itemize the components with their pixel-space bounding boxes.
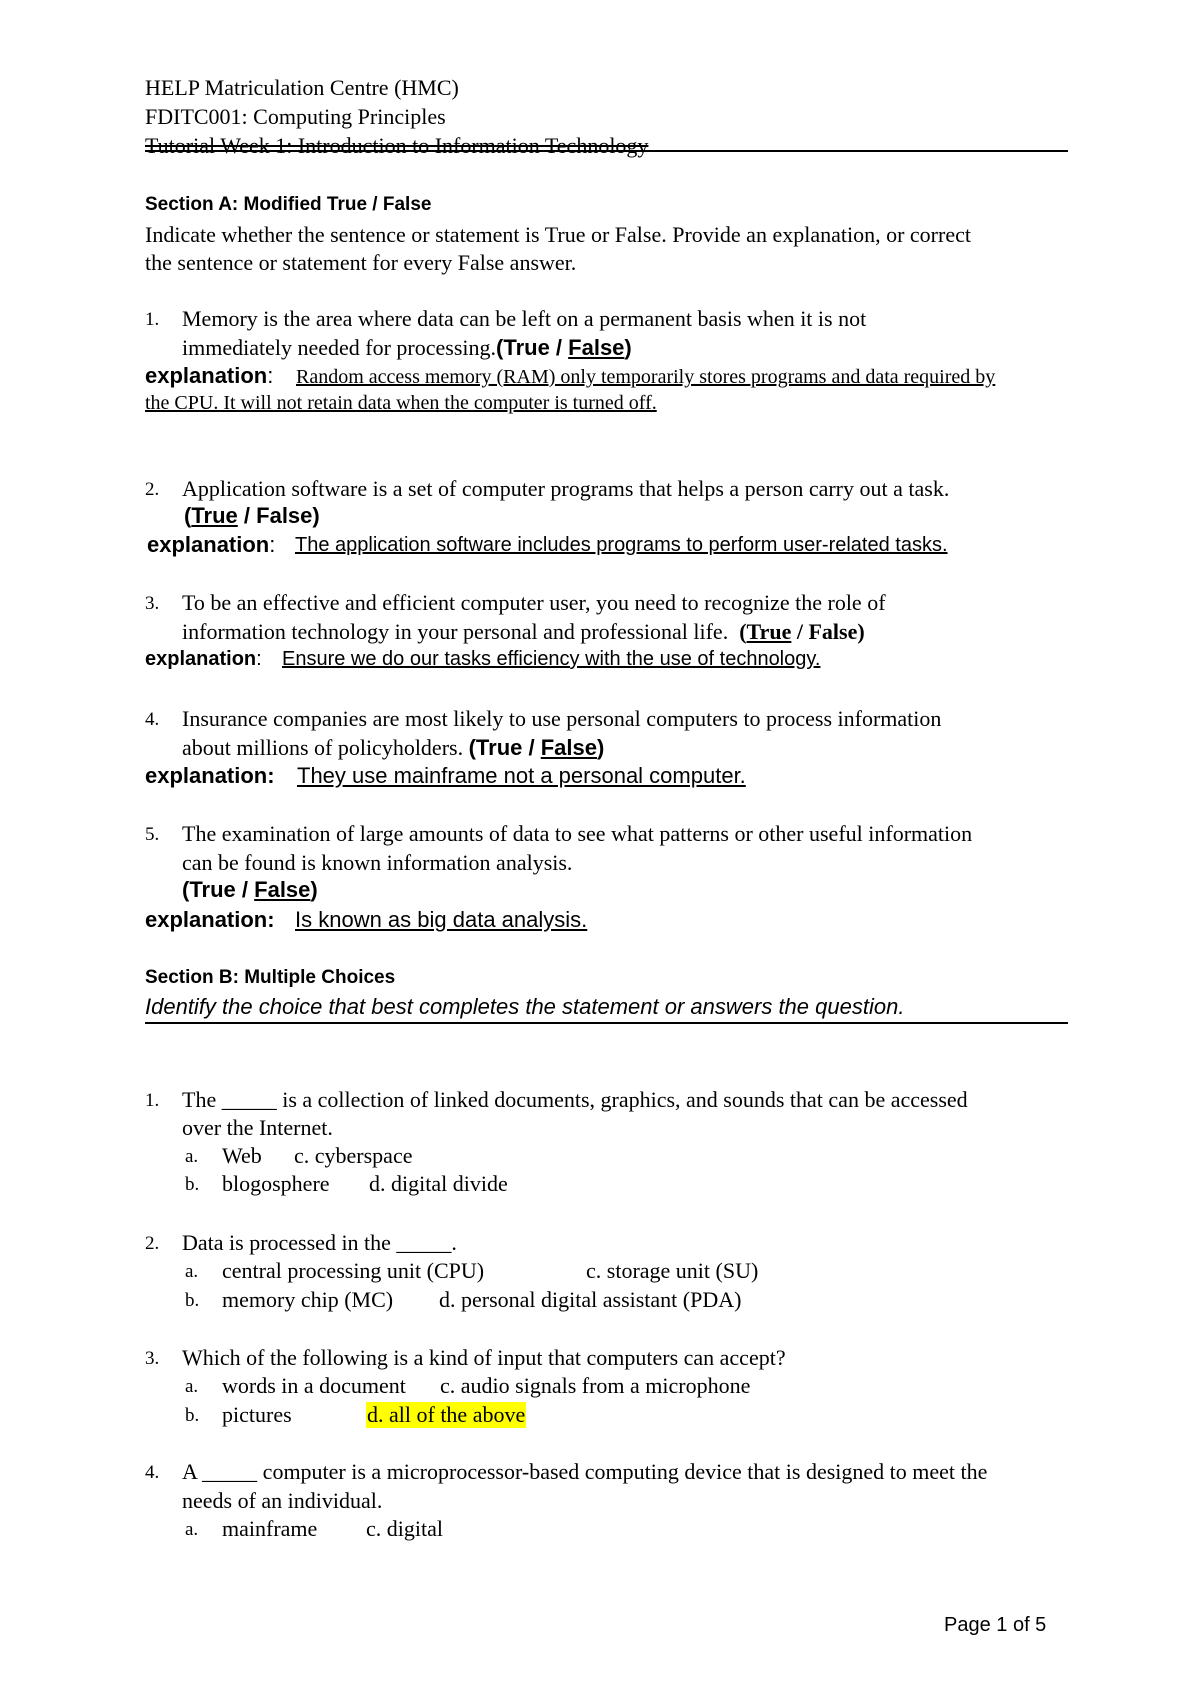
false-option-selected: False xyxy=(540,735,597,760)
section-b-instructions: Identify the choice that best completes the statement or answers the question. xyxy=(145,994,905,1019)
false-option: False xyxy=(808,619,858,644)
question-text: Memory is the area where data can be left on a permanent basis when it is not xyxy=(182,306,867,331)
explanation-text: They use mainframe not a personal computer. xyxy=(297,763,746,788)
question-text: Insurance companies are most likely to use personal computers to process information xyxy=(182,706,942,731)
question-number: 2. xyxy=(145,479,160,500)
option-c: c. digital xyxy=(366,1516,443,1541)
explanation-label: explanation: xyxy=(145,907,275,932)
option-b-label: b. xyxy=(185,1174,200,1195)
question-number: 5. xyxy=(145,824,160,845)
false-option: False xyxy=(256,503,313,528)
section-a-title: Section A: Modified True / False xyxy=(145,194,432,215)
true-option-selected: True xyxy=(746,619,792,644)
question-number: 2. xyxy=(145,1233,160,1254)
true-option: True xyxy=(189,877,236,902)
question-text: Application software is a set of computer programs that helps a person carry out a task. xyxy=(182,476,950,501)
option-c: c. audio signals from a microphone xyxy=(440,1373,751,1398)
true-option: True xyxy=(503,335,550,360)
option-b-label: b. xyxy=(185,1405,200,1426)
question-number: 3. xyxy=(145,1348,160,1369)
section-b-title: Section B: Multiple Choices xyxy=(145,967,396,988)
header-rule xyxy=(145,150,1068,152)
option-a: words in a document xyxy=(222,1373,406,1398)
question-text: immediately needed for processing.(True / False) xyxy=(182,335,632,360)
option-a-label: a. xyxy=(185,1146,199,1167)
false-option-selected: False xyxy=(568,335,625,360)
question-text: about millions of policyholders. (True / False) xyxy=(182,735,605,760)
header-line-2: FDITC001: Computing Principles xyxy=(145,104,446,129)
explanation-text: Ensure we do our tasks efficiency with the use of technology. xyxy=(282,648,821,670)
question-number: 1. xyxy=(145,309,160,330)
question-text: Data is processed in the _____. xyxy=(182,1230,457,1255)
section-b-rule xyxy=(145,1022,1068,1024)
explanation-text: Random access memory (RAM) only temporarily stores programs and data required by xyxy=(296,366,996,388)
option-c: c. cyberspace xyxy=(294,1143,413,1168)
option-a: central processing unit (CPU) xyxy=(222,1258,485,1283)
option-a-label: a. xyxy=(185,1376,199,1397)
question-text: Which of the following is a kind of input that computers can accept? xyxy=(182,1345,786,1370)
explanation-label: explanation: xyxy=(145,648,262,670)
section-a-instructions-2: the sentence or statement for every False answer. xyxy=(145,250,577,275)
option-d: d. digital divide xyxy=(369,1171,508,1196)
true-option-selected: True xyxy=(191,503,238,528)
option-b: memory chip (MC) xyxy=(222,1287,394,1312)
option-a-label: a. xyxy=(185,1519,199,1540)
question-text: The _____ is a collection of linked documents, graphics, and sounds that can be accessed xyxy=(182,1087,968,1112)
question-text: needs of an individual. xyxy=(182,1488,383,1513)
false-option-selected: False xyxy=(254,877,311,902)
explanation-label: explanation: xyxy=(145,763,275,788)
question-number: 4. xyxy=(145,1462,160,1483)
explanation-text: The application software includes programs to perform user-related tasks. xyxy=(295,534,948,556)
explanation-label: explanation: xyxy=(147,532,276,557)
question-text: To be an effective and efficient computer user, you need to recognize the role of xyxy=(182,590,886,615)
question-text: A _____ computer is a microprocessor-based computing device that is designed to meet the xyxy=(182,1459,988,1484)
question-text: The examination of large amounts of data to see what patterns or other useful information xyxy=(182,821,973,846)
option-b-label: b. xyxy=(185,1290,200,1311)
true-false-choice: (True / False) xyxy=(182,877,318,902)
true-option: True xyxy=(475,735,523,760)
option-b: blogosphere xyxy=(222,1171,330,1196)
question-number: 3. xyxy=(145,593,160,614)
question-text: information technology in your personal and professional life. (True / False) xyxy=(182,619,865,644)
section-a-instructions-1: Indicate whether the sentence or statement is True or False. Provide an explanation, or correct xyxy=(145,222,971,247)
true-false-choice: (True / False) xyxy=(184,503,320,528)
explanation-text: the CPU. It will not retain data when the computer is turned off. xyxy=(145,392,657,414)
option-d-answer-highlighted: d. all of the above xyxy=(367,1402,526,1427)
question-text: over the Internet. xyxy=(182,1115,333,1140)
option-c: c. storage unit (SU) xyxy=(586,1258,759,1283)
question-number: 4. xyxy=(145,709,160,730)
page-number: Page 1 of 5 xyxy=(944,1614,1047,1636)
question-text: can be found is known information analysis. xyxy=(182,850,573,875)
option-a: Web xyxy=(222,1143,262,1168)
explanation-text: Is known as big data analysis. xyxy=(295,907,588,932)
option-a: mainframe xyxy=(222,1516,318,1541)
option-a-label: a. xyxy=(185,1261,199,1282)
explanation-label: explanation: xyxy=(145,363,274,388)
question-number: 1. xyxy=(145,1090,160,1111)
option-b: pictures xyxy=(222,1402,292,1427)
header-line-3: Tutorial Week 1: Introduction to Information Technology xyxy=(145,133,649,158)
header-line-1: HELP Matriculation Centre (HMC) xyxy=(145,75,459,100)
option-d: d. personal digital assistant (PDA) xyxy=(439,1287,742,1312)
